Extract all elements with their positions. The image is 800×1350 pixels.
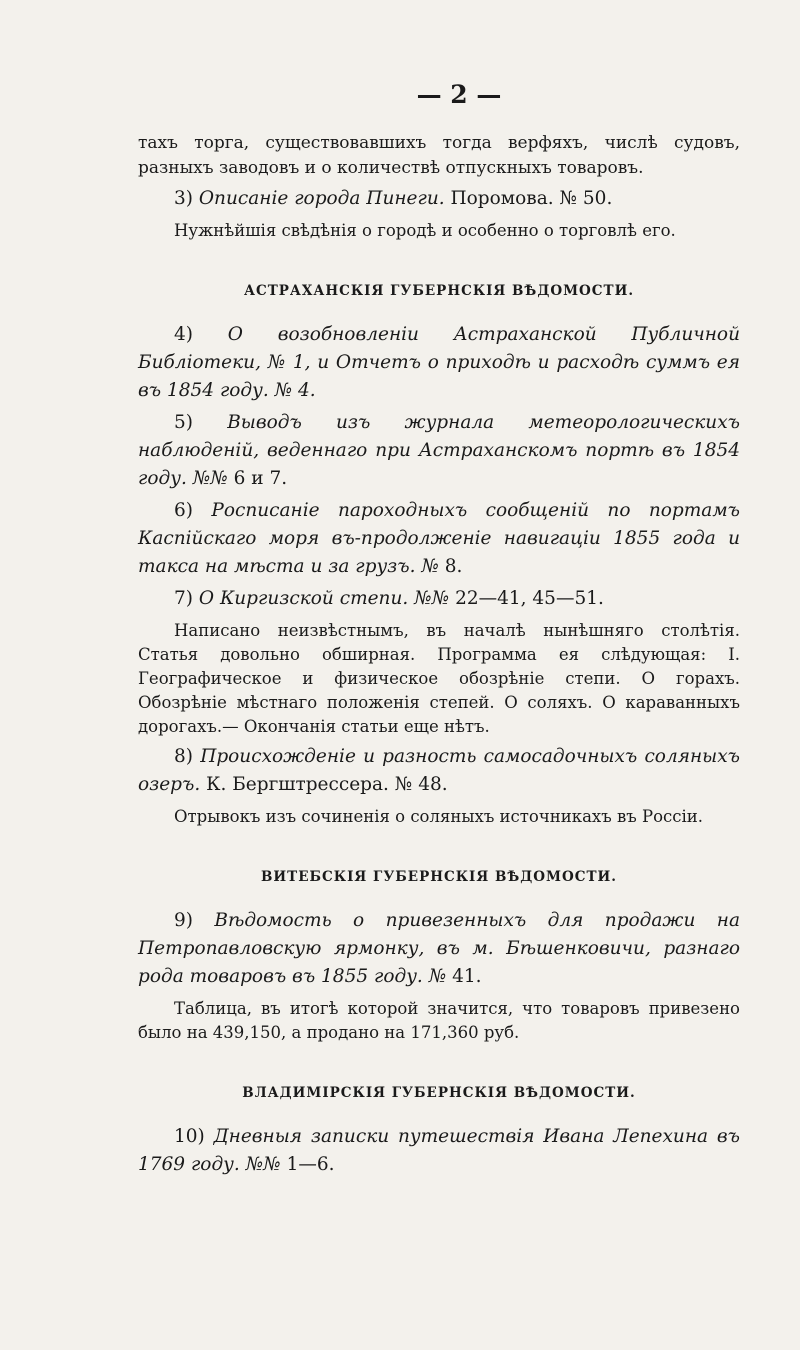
entry-5 bbox=[138, 409, 740, 493]
entry-note: Написано неизвѣстнымъ, въ началѣ нынѣшняго столѣтiя. Статья довольно обширная. Программа ея слѣдующая: I. Географическое и физическое обозрѣнiе степи. О горахъ. Обозрѣнiе мѣстнаго положенiя степей. О соляхъ. О караванныхъ дорогахъ.— Окончанiя статьи еще нѣтъ. bbox=[138, 621, 740, 736]
entry-number: 7) bbox=[174, 588, 193, 609]
entry-rest: 1—6. bbox=[286, 1154, 335, 1175]
entry-3 bbox=[138, 185, 740, 213]
entry-rest: 41. bbox=[452, 966, 482, 987]
entry-4 bbox=[138, 321, 740, 405]
entry-title: О Киргизской степи. №№ bbox=[198, 588, 450, 609]
entry-7 bbox=[138, 585, 740, 613]
entry-title: Дневныя записки путешествiя Ивана Лепехина въ 1769 году. №№ bbox=[138, 1126, 740, 1175]
entry-number: 10) bbox=[174, 1126, 205, 1147]
entry-number: 6) bbox=[174, 500, 193, 521]
entry-note: Таблица, въ итогѣ которой значится, что товаровъ привезено было на 439,150, а продано на 171,360 руб. bbox=[138, 999, 740, 1042]
entry-title: Росписанiе пароходныхъ сообщенiй по портамъ Каспiйскаго моря въ-продолженiе навигацiи 1855 года и такса на мѣста и за грузъ. № bbox=[138, 500, 740, 577]
entry-number: 8) bbox=[174, 746, 193, 767]
entry-title: Вѣдомость о привезенныхъ для продажи на Петропавловскую ярмонку, въ м. Бѣшенковичи, разнаго рода товаровъ въ 1855 году. № bbox=[138, 910, 740, 987]
entry-10 bbox=[138, 1123, 740, 1179]
entry-title: Выводъ изъ журнала метеорологическихъ наблюденiй, веденнаго при Астраханскомъ портѣ въ 1854 году. №№ bbox=[138, 412, 740, 489]
entry-number: 9) bbox=[174, 910, 193, 931]
section-heading-vitebsk: ВИТЕБСКIЯ ГУБЕРНСКIЯ ВѢДОМОСТИ. bbox=[261, 869, 617, 885]
entry-note: Нужнѣйшiя свѣдѣнiя о городѣ и особенно о торговлѣ его. bbox=[174, 221, 676, 240]
entry-rest: Поромова. № 50. bbox=[450, 188, 613, 209]
entry-6 bbox=[138, 497, 740, 581]
entry-note: Отрывокъ изъ сочиненiя о соляныхъ источникахъ въ Россiи. bbox=[174, 807, 704, 826]
section-heading-astrakhan: АСТРАХАНСКIЯ ГУБЕРНСКIЯ ВѢДОМОСТИ. bbox=[243, 283, 635, 299]
entry-title: Описанiе города Пинеги. bbox=[198, 188, 445, 209]
intro-paragraph: тахъ торга, существовавшихъ тогда верфяхъ, числѣ судовъ, разныхъ заводовъ и о количествѣ отпускныхъ товаровъ. bbox=[138, 133, 740, 178]
entry-title: Происхожденiе и разность самосадочныхъ соляныхъ озеръ. bbox=[138, 746, 740, 795]
entry-rest: К. Бергштрессера. № 48. bbox=[206, 774, 448, 795]
entry-number: 5) bbox=[174, 412, 193, 433]
section-heading-vladimir: ВЛАДИМIРСКIЯ ГУБЕРНСКIЯ ВѢДОМОСТИ. bbox=[242, 1085, 636, 1101]
top-entries bbox=[138, 185, 740, 243]
entry-number: 3) bbox=[174, 188, 193, 209]
entry-rest: 6 и 7. bbox=[233, 468, 288, 489]
entry-title: О возобновленiи Астраханской Публичной Библiотеки, № 1, и Отчетъ о приходѣ и расходѣ суммъ ея въ 1854 году. № 4. bbox=[138, 324, 740, 401]
page-number: — 2 — bbox=[416, 80, 502, 109]
entry-rest: 8. bbox=[444, 556, 463, 577]
entry-number: 4) bbox=[174, 324, 193, 345]
entry-8 bbox=[138, 743, 740, 799]
entry-rest: 22—41, 45—51. bbox=[455, 588, 604, 609]
entry-9 bbox=[138, 907, 740, 991]
